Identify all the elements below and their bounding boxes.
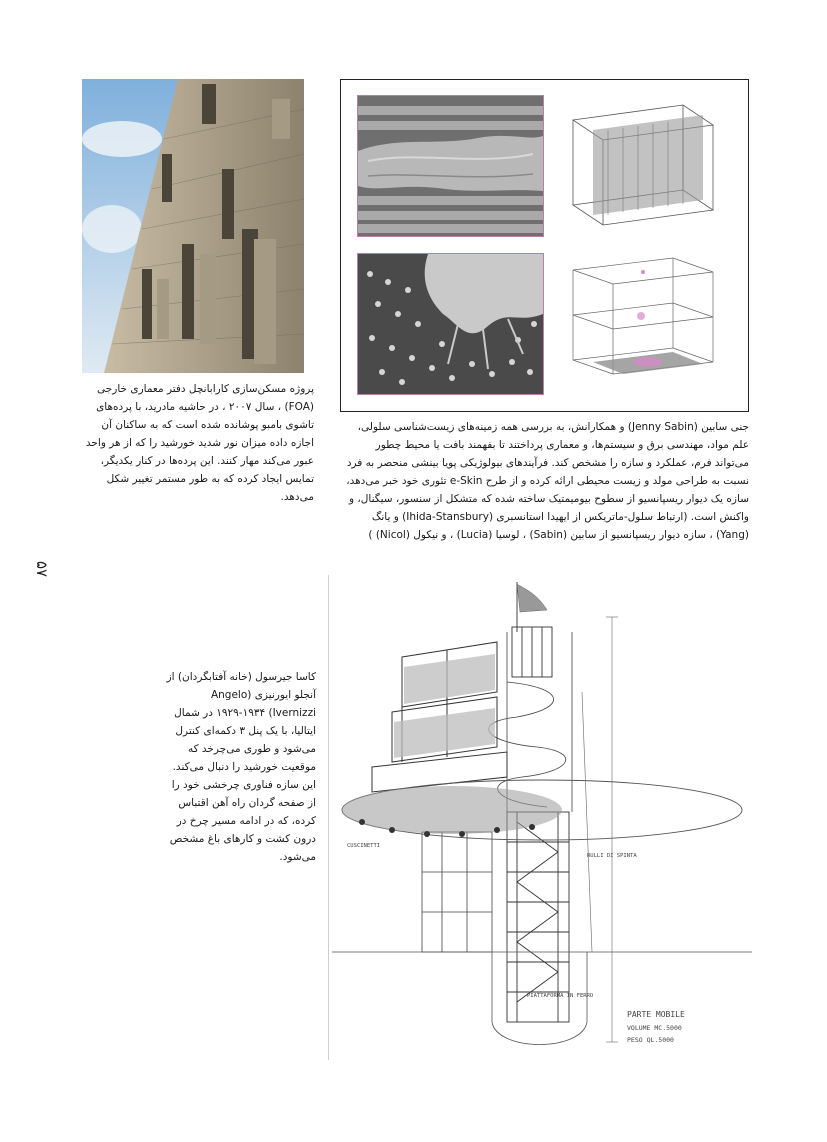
- figure-frame: [340, 79, 749, 412]
- caption-facade-text: پروژه مسکن‌سازی کارابانچل دفتر معماری خارجی (FOA) ، سال ۲۰۰۷ ، در حاشیه مادرید، با پرده‌های تاشوی بامبو پوشانده شده است که به ساکنان آن اجازه داده میزان نور شدید خورشید را که از هر واحد عبور می‌کند مهار کنند. این پرده‌ها در کنار یکدیگر، تمایس ایجاد کرده که به طور مستمر تغییر شکل می‌دهد.: [85, 383, 314, 503]
- rotating-house-section-drawing: [332, 572, 752, 1064]
- label-rulli: RULLI DI SPINTA: [587, 853, 637, 859]
- caption-figure-text: جنی سابین (Jenny Sabin) و همکارانش، به بررسی همه زمینه‌های زیست‌شناسی سلولی، علم مواد، مهندسی برق و سیستم‌ها، و معماری پرداختند تا بفهمند بافت یا محیط چطور می‌تواند فرم، عملکرد و سازه را مشخص کند. فرآیندهای بیولوژیکی پویا بینشی منحصر به فرد نسبت به طراحی مولد و زیست محیطی ارائه کرده و از طرح e-Skin تئوری خود خبر می‌دهد، سازه یک دیوار ریسپانسیو از سطوح بیومیمتیک ساخته شده که متشکل از سنسور، سیگنال، و واکنش است. (ارتباط سلول-ماتریکس از ایهیدا استانسبری (Ihida-Stansbury) و یانگ (Yang) ، سازه دیوار ریسپانسیو از سابین (Sabin) ، لوسیا (Lucia) ، و نیکول (Nicol) ): [346, 421, 749, 541]
- label-piattaforma: PIATTAFORMA IN FERRO: [527, 993, 594, 999]
- label-cuscinetti: CUSCINETTI: [347, 843, 381, 849]
- label-peso: PESO QL.5000: [627, 1036, 674, 1044]
- facade-photo: [82, 79, 304, 373]
- page-number: ۵۷: [33, 560, 52, 578]
- cell-pillars-image: [358, 254, 543, 394]
- casa-girasole-drawing: [332, 572, 752, 1064]
- sem-image-bottom: [357, 253, 544, 395]
- layered-grid-diagram: [563, 250, 728, 400]
- label-parte-mobile: PARTE MOBILE: [627, 1010, 685, 1019]
- label-volume: VOLUME MC.5000: [627, 1024, 682, 1032]
- building-facade-image: [82, 79, 304, 373]
- caption-rotating-house: [166, 668, 316, 866]
- wall-diagram-top: [563, 90, 728, 240]
- caption-rotating-house-text: کاسا جیرسول (خانه آفتابگردان) از آنجلو ایورنیزی (Angelo Ivernizzi) ۱۹۲۹-۱۹۳۴ در شمال ایتالیا، با یک پنل ۳ دکمه‌ای کنترل می‌شود و طوری می‌چرخد که موقعیت خورشید را دنبال می‌کند. این سازه فناوری چرخشی خود را از صفحه گردان راه آهن اقتباس کرده، که در ادامه مسیر چرخ در درون کشت و کارهای باغ مشخص می‌شود.: [166, 671, 316, 863]
- caption-facade: [82, 380, 314, 506]
- wall-diagram-bottom: [563, 250, 728, 400]
- caption-figure: [340, 418, 749, 544]
- wall-structure-diagram: [563, 90, 728, 240]
- column-divider: [328, 575, 329, 1060]
- sem-image-top: [357, 95, 544, 237]
- cell-fiber-image: [358, 96, 543, 236]
